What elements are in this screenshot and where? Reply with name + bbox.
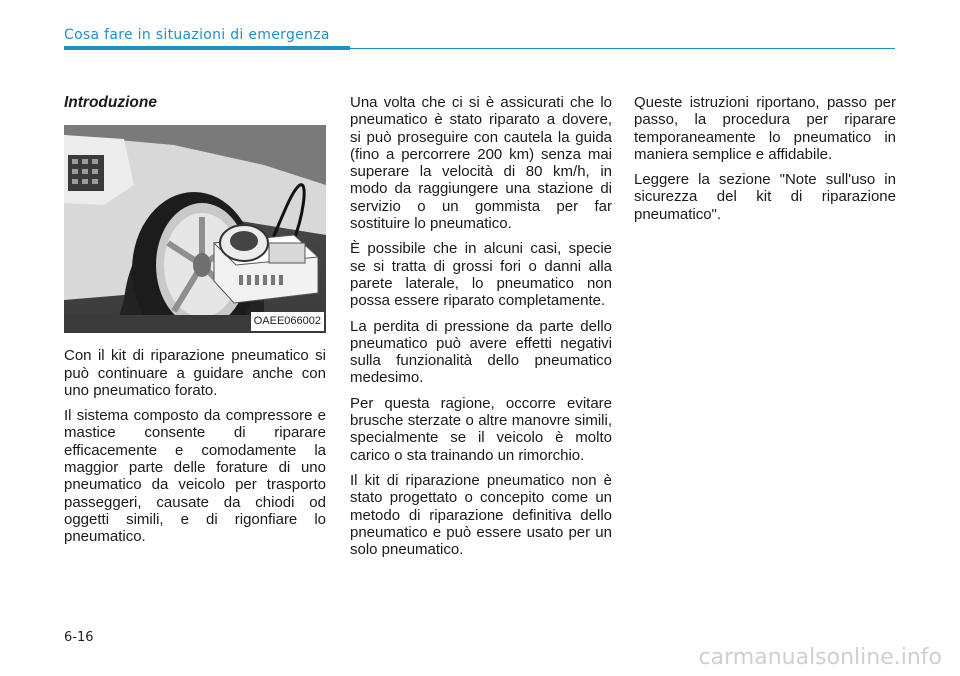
- watermark: carmanualsonline.info: [698, 645, 942, 670]
- column-right: [634, 94, 896, 231]
- column-middle: [350, 94, 612, 566]
- paragraph: Queste istruzioni riportano, passo per passo, la procedura per riparare temporaneamente lo pneumatico in maniera semplice e affidabile.: [634, 94, 896, 163]
- paragraph: Per questa ragione, occorre evitare brusche sterzate o altre manovre simili, specialmente se il veicolo è molto carico o sta trainando un rimorchio.: [350, 394, 612, 464]
- paragraph: È possibile che in alcuni casi, specie se si tratta di grossi fori o danni alla parete laterale, lo pneumatico non possa essere riparato completamente.: [350, 240, 612, 310]
- paragraph: Con il kit di riparazione pneumatico si può continuare a guidare anche con uno pneumatico forato.: [64, 347, 326, 399]
- tire-repair-kit-illustration: [64, 125, 326, 333]
- page-number: 6-16: [64, 630, 94, 645]
- paragraph: Leggere la sezione "Note sull'uso in sicurezza del kit di riparazione pneumatico".: [634, 171, 896, 223]
- paragraph: Il kit di riparazione pneumatico non è stato progettato o concepito come un metodo di riparazione definitiva dello pneumatico e può essere usato per un solo pneumatico.: [350, 471, 612, 559]
- paragraph: La perdita di pressione da parte dello pneumatico può avere effetti negativi sulla funzionalità dello pneumatico medesimo.: [350, 317, 612, 387]
- paragraph: Una volta che ci si è assicurati che lo pneumatico è stato riparato a dovere, si può proseguire con cautela la guida (fino a percorrere 200 km) senza mai superare la velocità di 80 km/h, in modo da raggiungere una stazione di servizio o un gommista per far sostituire lo pneumatico.: [350, 94, 612, 233]
- header-rule-thin: [350, 48, 895, 49]
- section-header-title: Cosa fare in situazioni di emergenza: [64, 27, 330, 43]
- column-left: [64, 94, 326, 554]
- section-heading: Introduzione: [64, 94, 157, 111]
- paragraph: Il sistema composto da compressore e mastice consente di riparare efficacemente e comodamente la maggior parte delle forature di uno pneumatico da veicolo per trasporto passeggeri, causate da chiodi od oggetti simili, e di rigonfiare lo pneumatico.: [64, 407, 326, 546]
- figure-code: OAEE066002: [251, 312, 324, 331]
- header-rule-thick: [64, 46, 350, 50]
- tire-compressor-drawing: [64, 125, 326, 333]
